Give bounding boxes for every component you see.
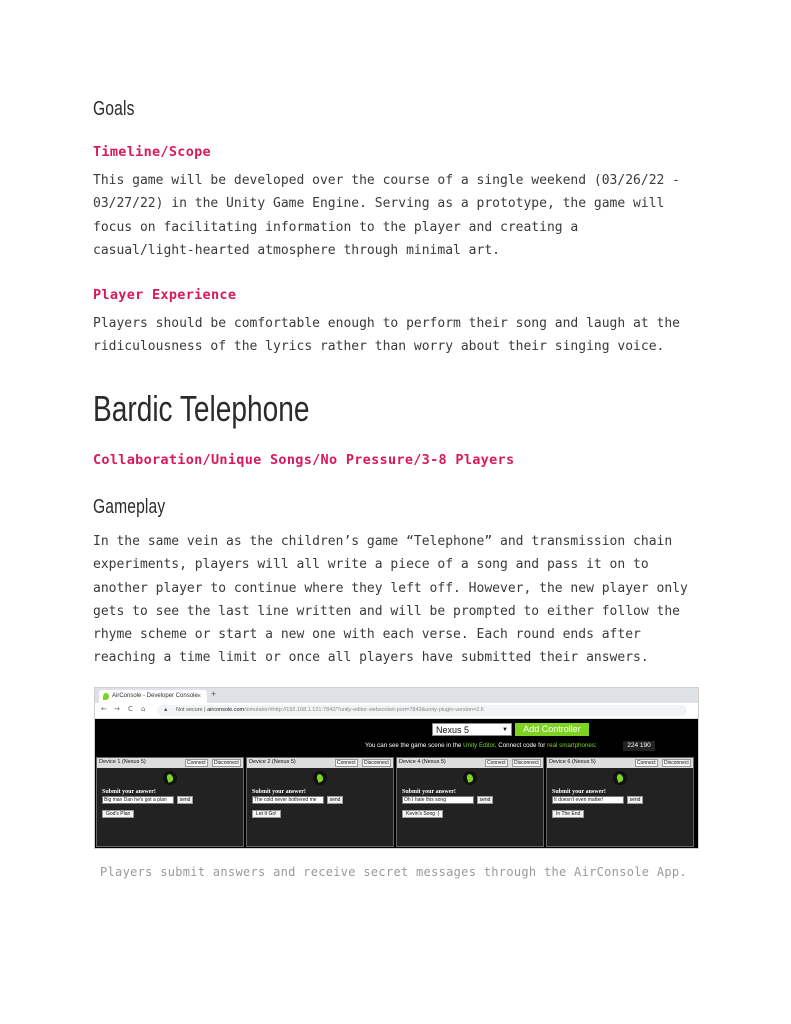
device-name: Device 2 (Nexus 5) bbox=[249, 759, 296, 765]
forward-arrow-icon[interactable]: → bbox=[114, 705, 120, 713]
device-header bbox=[97, 758, 243, 768]
disconnect-button[interactable]: Disconnect bbox=[214, 760, 239, 766]
secret-message: Let It Go! bbox=[252, 810, 281, 818]
info-text: : bbox=[594, 742, 597, 749]
url-host: airconsole.com bbox=[207, 707, 245, 713]
secret-message: God's Plan bbox=[102, 810, 134, 818]
answer-input[interactable]: The cold never bothered me bbox=[252, 796, 324, 804]
gameplay-paragraph bbox=[93, 530, 703, 670]
paragraph-line: casual/light-hearted atmosphere through minimal art. bbox=[93, 242, 500, 258]
device-select[interactable] bbox=[432, 723, 512, 736]
back-arrow-icon[interactable]: ← bbox=[101, 705, 107, 713]
paragraph-line: This game will be developed over the course of a single weekend (03/26/22 - bbox=[93, 173, 680, 188]
url-separator: | bbox=[204, 707, 208, 713]
submit-prompt: Submit your answer! bbox=[552, 789, 606, 795]
connect-button[interactable]: Connect bbox=[637, 760, 656, 766]
answer-input[interactable]: Oh I hate this song bbox=[402, 796, 474, 804]
airconsole-screenshot bbox=[94, 687, 699, 849]
answer-input[interactable]: Big man Dan he's got a plan bbox=[102, 796, 174, 804]
paragraph-line: experiments, players will all write a piece of a song and pass it on to bbox=[93, 557, 649, 573]
disconnect-button[interactable]: Disconnect bbox=[664, 760, 689, 766]
timeline-scope-heading: Timeline/Scope bbox=[93, 144, 211, 160]
device-header bbox=[247, 758, 393, 768]
player-experience-paragraph bbox=[93, 312, 703, 359]
browser-tab-bar bbox=[95, 688, 698, 703]
developer-console bbox=[95, 719, 698, 848]
connect-button[interactable]: Connect bbox=[187, 760, 206, 766]
browser-address-bar bbox=[95, 703, 698, 719]
send-button[interactable]: send bbox=[477, 796, 493, 804]
connect-code: 224 190 bbox=[623, 741, 655, 751]
secret-message: Kevin's Song :) bbox=[402, 810, 443, 818]
reload-icon[interactable]: C bbox=[128, 705, 133, 713]
paragraph-line: 03/27/22) in the Unity Game Engine. Serving as a prototype, the game will bbox=[93, 196, 665, 212]
send-button[interactable]: send bbox=[327, 796, 343, 804]
info-text: . Connect code for bbox=[494, 742, 548, 749]
paragraph-line: ridiculousness of the lyrics rather than worry about their singing voice. bbox=[93, 339, 665, 355]
info-text: You can see the game scene in the bbox=[365, 742, 464, 749]
device-name: Device 1 (Nexus 5) bbox=[99, 759, 146, 765]
game-tagline: Collaboration/Unique Songs/No Pressure/3-8 Players bbox=[93, 452, 515, 468]
unity-editor-link[interactable]: Unity Editor bbox=[463, 742, 495, 749]
device-select-value: Nexus 5 bbox=[436, 725, 470, 735]
real-smartphones-link[interactable]: real smartphones bbox=[547, 742, 595, 749]
device-name: Device 4 (Nexus 5) bbox=[399, 759, 446, 765]
send-button[interactable]: send bbox=[627, 796, 643, 804]
disconnect-button[interactable]: Disconnect bbox=[514, 760, 539, 766]
paragraph-line: reaching a time limit or once all players have submitted their answers. bbox=[93, 650, 649, 666]
close-tab-icon[interactable]: × bbox=[197, 693, 202, 700]
url-path: /simulator/#http://192.168.1.121:7842/?unity-editor-websocket-port=7843&unity-plugin-version=2.6 bbox=[244, 707, 484, 713]
browser-tab[interactable] bbox=[99, 690, 207, 703]
submit-prompt: Submit your answer! bbox=[252, 789, 306, 795]
timeline-scope-paragraph bbox=[93, 169, 703, 262]
submit-prompt: Submit your answer! bbox=[102, 789, 156, 795]
connect-info bbox=[365, 742, 597, 749]
home-icon[interactable]: ⌂ bbox=[141, 705, 146, 713]
device-panel bbox=[546, 757, 694, 847]
device-name: Device 6 (Nexus 5) bbox=[549, 759, 596, 765]
submit-prompt: Submit your answer! bbox=[402, 789, 456, 795]
answer-input[interactable]: It doesn't even matter! bbox=[552, 796, 624, 804]
paragraph-line: Players should be comfortable enough to perform their song and laugh at the bbox=[93, 316, 680, 331]
warning-icon: ▲ bbox=[163, 707, 170, 713]
not-secure-label: Not secure bbox=[175, 707, 203, 713]
url-field[interactable] bbox=[157, 705, 687, 716]
send-button[interactable]: send bbox=[177, 796, 193, 804]
paragraph-line: rhyme scheme or start a new one with each verse. Each round ends after bbox=[93, 627, 641, 643]
device-header bbox=[547, 758, 693, 768]
airconsole-logo-icon bbox=[313, 771, 327, 785]
screenshot-caption: Players submit answers and receive secret messages through the AirConsole App. bbox=[100, 865, 687, 879]
add-controller-button[interactable]: Add Controller bbox=[515, 723, 589, 736]
airconsole-logo-icon bbox=[613, 771, 627, 785]
new-tab-icon[interactable]: + bbox=[211, 689, 217, 699]
tab-title: AirConsole - Developer Console bbox=[112, 693, 198, 699]
airconsole-logo-icon bbox=[163, 771, 177, 785]
device-header bbox=[397, 758, 543, 768]
paragraph-line: another player to continue where they left off. However, the new player only bbox=[93, 580, 688, 596]
paragraph-line: focus on facilitating information to the player and creating a bbox=[93, 219, 579, 235]
connect-button[interactable]: Connect bbox=[487, 760, 506, 766]
paragraph-line: gets to see the last line written and will be prompted to either follow the bbox=[93, 603, 680, 619]
goals-heading: Goals bbox=[93, 98, 135, 120]
device-panel bbox=[246, 757, 394, 847]
secret-message: In The End bbox=[552, 810, 584, 818]
airconsole-favicon-icon bbox=[103, 693, 109, 700]
game-title: Bardic Telephone bbox=[93, 388, 310, 429]
device-panel bbox=[96, 757, 244, 847]
paragraph-line: In the same vein as the children’s game “Telephone” and transmission chain bbox=[93, 534, 673, 549]
airconsole-logo-icon bbox=[463, 771, 477, 785]
disconnect-button[interactable]: Disconnect bbox=[364, 760, 389, 766]
connect-button[interactable]: Connect bbox=[337, 760, 356, 766]
gameplay-heading: Gameplay bbox=[93, 496, 166, 518]
chevron-down-icon: ▼ bbox=[502, 727, 508, 733]
player-experience-heading: Player Experience bbox=[93, 287, 237, 303]
device-panel bbox=[396, 757, 544, 847]
